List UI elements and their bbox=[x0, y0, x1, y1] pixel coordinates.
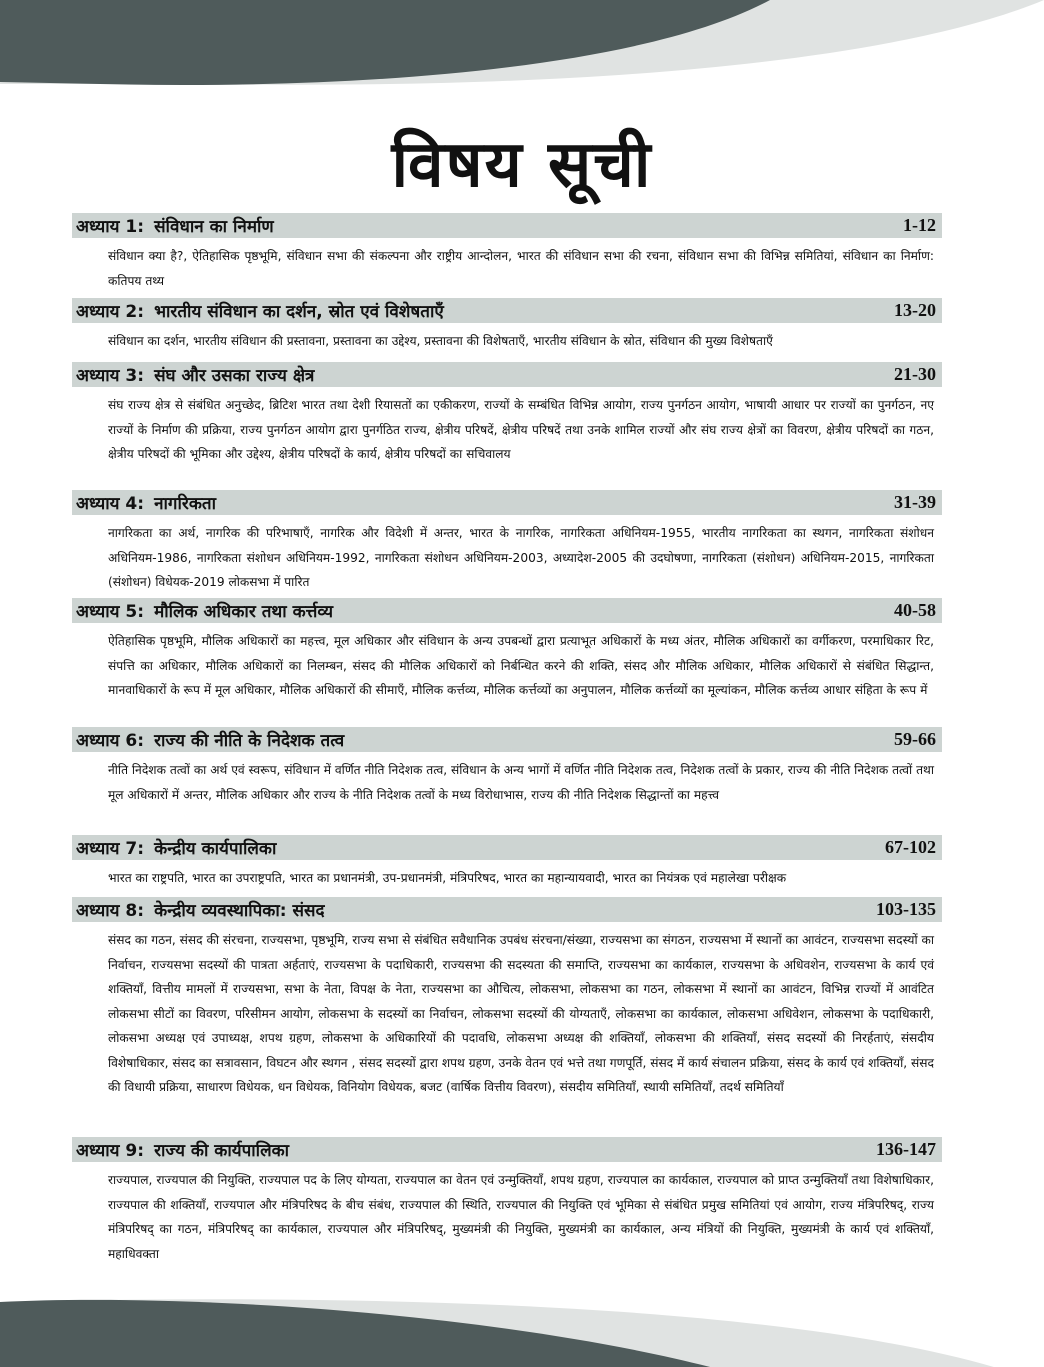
chapter-title: संघ और उसका राज्य क्षेत्र bbox=[154, 366, 315, 386]
chapter-pages: 59-66 bbox=[894, 729, 936, 749]
chapter-header bbox=[72, 1137, 942, 1162]
chapter-topics: संविधान क्या है?, ऐतिहासिक पृष्ठभूमि, संविधान सभा की संकल्पना और राष्ट्रीय आन्दोलन, भारत की संविधान सभा की रचना, संविधान सभा की विभिन्न समितियां, संविधान का निर्माण: कतिपय तथ्य bbox=[108, 249, 934, 288]
chapter-label: अध्याय 6: bbox=[76, 731, 145, 751]
chapter-label: अध्याय 4: bbox=[76, 494, 145, 514]
chapter-label: अध्याय 3: bbox=[76, 366, 145, 386]
chapter-header bbox=[72, 490, 942, 515]
chapter-label: अध्याय 9: bbox=[76, 1141, 145, 1161]
chapter-title: केन्द्रीय कार्यपालिका bbox=[154, 839, 277, 859]
chapter-label: अध्याय 2: bbox=[76, 302, 145, 322]
chapter-header bbox=[72, 362, 942, 387]
chapter-topics: राज्यपाल, राज्यपाल की नियुक्ति, राज्यपाल पद के लिए योग्यता, राज्यपाल का वेतन एवं उन्मुक्तियाँ, शपथ ग्रहण, राज्यपाल का कार्यकाल, राज्यपाल को प्राप्त उन्मुक्तियाँ तथा विशेषाधिकार, राज्यपाल की शक्तियाँ, राज्यपाल और मंत्रिपरिषद के बीच संबंध, राज्यपाल की स्थिति, राज्यपाल की नियुक्ति एवं भूमिका से संबंधित प्रमुख समितियां एवं आयोग, राज्य मंत्रिपरिषद्, राज्य मंत्रिपरिषद् का गठन, मंत्रिपरिषद् का कार्यकाल, राज्यपाल और मंत्रिपरिषद्, मुख्यमंत्री की नियुक्ति, मुख्यमंत्री का कार्यकाल, अन्य मंत्रियों की नियुक्ति, मुख्यमंत्री के कार्य एवं शक्तियाँ, महाधिवक्ता bbox=[108, 1173, 934, 1261]
chapter-pages: 67-102 bbox=[885, 837, 936, 857]
chapter-title: संविधान का निर्माण bbox=[154, 217, 274, 237]
chapter-title: भारतीय संविधान का दर्शन, स्रोत एवं विशेषताएँ bbox=[154, 302, 444, 322]
chapter-entry bbox=[72, 1137, 942, 1266]
chapter-title: नागरिकता bbox=[154, 494, 216, 514]
chapter-entry bbox=[72, 727, 942, 807]
chapter-entry bbox=[72, 490, 942, 595]
chapter-entry bbox=[72, 897, 942, 1100]
chapter-pages: 103-135 bbox=[876, 899, 936, 919]
chapter-entry bbox=[72, 298, 942, 354]
bottom-decoration bbox=[0, 1277, 1044, 1367]
chapter-title: मौलिक अधिकार तथा कर्त्तव्य bbox=[154, 602, 334, 622]
chapter-topics: नागरिकता का अर्थ, नागरिक की परिभाषाएँ, नागरिक और विदेशी में अन्तर, भारत के नागरिक, नागरिकता अधिनियम-1955, भारतीय नागरिकता का स्थगन, नागरिकता संशोधन अधिनियम-1986, नागरिकता संशोधन अधिनियम-1992, नागरिकता संशोधन अधिनियम-2003, अध्यादेश-2005 की उदघोषणा, नागरिकता (संशोधन) अधिनियम-2015, नागरिकता (संशोधन) विधेयक-2019 लोकसभा में पारित bbox=[108, 526, 934, 589]
chapter-topics: नीति निदेशक तत्वों का अर्थ एवं स्वरूप, संविधान में वर्णित नीति निदेशक तत्व, संविधान के अन्य भागों में वर्णित नीति निदेशक तत्व, निदेशक तत्वों के प्रकार, राज्य की नीति निदेशक तत्वों तथा मूल अधिकारों में अन्तर, मौलिक अधिकार और राज्य के नीति निदेशक तत्वों के मध्य विरोधाभास, राज्य की नीति निदेशक सिद्धान्तों का महत्त्व bbox=[108, 763, 934, 802]
chapter-topics: भारत का राष्ट्रपति, भारत का उपराष्ट्रपति, भारत का प्रधानमंत्री, उप-प्रधानमंत्री, मंत्रिपरिषद, भारत का महान्यायवादी, भारत का नियंत्रक एवं महालेखा परीक्षक bbox=[108, 871, 787, 885]
chapter-pages: 31-39 bbox=[894, 492, 936, 512]
chapter-label: अध्याय 5: bbox=[76, 602, 145, 622]
page-title: विषय सूची bbox=[391, 128, 653, 202]
chapter-title: केन्द्रीय व्यवस्थापिका: संसद bbox=[154, 901, 325, 921]
chapter-topics: ऐतिहासिक पृष्ठभूमि, मौलिक अधिकारों का महत्त्व, मूल अधिकार और संविधान के अन्य उपबन्धों द्वारा प्रत्याभूत अधिकारों के मध्य अंतर, मौलिक अधिकारों का वर्गीकरण, परमाधिकार रिट, संपत्ति का अधिकार, मौलिक अधिकारों का निलम्बन, संसद की मौलिक अधिकारों को निर्बन्धित करने की शक्ति, संसद और मौलिक अधिकार, मौलिक अधिकारों से संबंधित सिद्धान्त, मानवाधिकारों के रूप में मूल अधिकार, मौलिक अधिकारों की सीमाएँ, मौलिक कर्त्तव्य, मौलिक कर्त्तव्यों का अनुपालन, मौलिक कर्त्तव्यों का मूल्यांकन, मौलिक कर्त्तव्य आधार संहिता के रूप में bbox=[108, 634, 934, 697]
chapter-header bbox=[72, 897, 942, 922]
chapter-topics: संसद का गठन, संसद की संरचना, राज्यसभा, पृष्ठभूमि, राज्य सभा से संबंधित सवैधानिक उपबंध संरचना/संख्या, राज्यसभा का संगठन, राज्यसभा में स्थानों का आवंटन, राज्यसभा सदस्यों का निर्वाचन, राज्यसभा सदस्यों की पात्रता अर्हताएं, राज्यसभा के पदाधिकारी, राज्यसभा की सदस्यता की समाप्ति, राज्यसभा का कार्यकाल, राज्यसभा के अधिवशेन, राज्यसभा के कार्य एवं शक्तियाँ, वित्तीय मामलों में राज्यसभा, सभा के नेता, विपक्ष के नेता, राज्यसभा का औचित्य, लोकसभा, लोकसभा का गठन, लोकसभा में स्थानों का आवंटन, विभिन्न राज्यों में आवंटित लोकसभा सीटों का विवरण, परिसीमन आयोग, लोकसभा के सदस्यों का निर्वाचन, लोकसभा सदस्यों की योग्यताएँ, लोकसभा का कार्यकाल, लोकसभा अधिवेशन, लोकसभा के पदाधिकारी, लोकसभा अध्यक्ष एवं उपाध्यक्ष, शपथ ग्रहण, लोकसभा के अधिकारियों की पदावधि, लोकसभा अध्यक्ष की शक्तियाँ, लोकसभा की शक्तियाँ, संसद सदस्यों की निरर्हताएं, संसदीय विशेषाधिकार, संसद का सत्रावसान, विघटन और स्थगन , संसद सदस्यों द्वारा शपथ ग्रहण, उनके वेतन एवं भत्ते तथा गणपूर्ति, संसद में कार्य संचालन प्रक्रिया, संसद के कार्य एवं शक्तियाँ, संसद की विधायी प्रक्रिया, साधारण विधेयक, धन विधेयक, विनियोग विधेयक, बजट (वार्षिक वित्तीय विवरण), संसदीय समितियाँ, स्थायी समितियाँ, तदर्थ समितियाँ bbox=[108, 933, 934, 1094]
chapter-entry bbox=[72, 362, 942, 467]
chapter-header bbox=[72, 298, 942, 323]
chapter-pages: 21-30 bbox=[894, 364, 936, 384]
chapter-title: राज्य की कार्यपालिका bbox=[154, 1141, 290, 1161]
chapter-pages: 13-20 bbox=[894, 300, 936, 320]
chapter-topics: संविधान का दर्शन, भारतीय संविधान की प्रस्तावना, प्रस्तावना का उद्देश्य, प्रस्तावना की विशेषताएँ, भारतीय संविधान के स्रोत, संविधान की मुख्य विशेषताएँ bbox=[108, 334, 773, 348]
chapter-header bbox=[72, 727, 942, 752]
chapter-pages: 1-12 bbox=[903, 215, 936, 235]
chapter-label: अध्याय 8: bbox=[76, 901, 145, 921]
chapter-title: राज्य की नीति के निदेशक तत्व bbox=[154, 731, 345, 751]
chapter-entry bbox=[72, 835, 942, 891]
chapter-label: अध्याय 1: bbox=[76, 217, 145, 237]
chapter-pages: 136-147 bbox=[876, 1139, 936, 1159]
chapter-pages: 40-58 bbox=[894, 600, 936, 620]
chapter-entry bbox=[72, 213, 942, 293]
chapter-header bbox=[72, 598, 942, 623]
chapter-topics: संघ राज्य क्षेत्र से संबंधित अनुच्छेद, ब्रिटिश भारत तथा देशी रियासतों का एकीकरण, राज्यों के सम्बंधित विभिन्न आयोग, राज्य पुनर्गठन आयोग, भाषायी आधार पर राज्यों का पुनर्गठन, नए राज्यों के निर्माण की प्रक्रिया, राज्य पुनर्गठन आयोग द्वारा पुनर्गठित राज्य, क्षेत्रीय परिषदें, क्षेत्रीय परिषदें तथा उनके शामिल राज्यों और संघ राज्य क्षेत्रों का विवरण, क्षेत्रीय परिषदों का गठन, क्षेत्रीय परिषदों की भूमिका और उद्देश्य, क्षेत्रीय परिषदों के कार्य, क्षेत्रीय परिषदों का सचिवालय bbox=[108, 398, 934, 461]
chapter-header bbox=[72, 835, 942, 860]
chapter-entry bbox=[72, 598, 942, 703]
chapter-label: अध्याय 7: bbox=[76, 839, 145, 859]
chapter-header bbox=[72, 213, 942, 238]
top-decoration bbox=[0, 0, 1044, 90]
